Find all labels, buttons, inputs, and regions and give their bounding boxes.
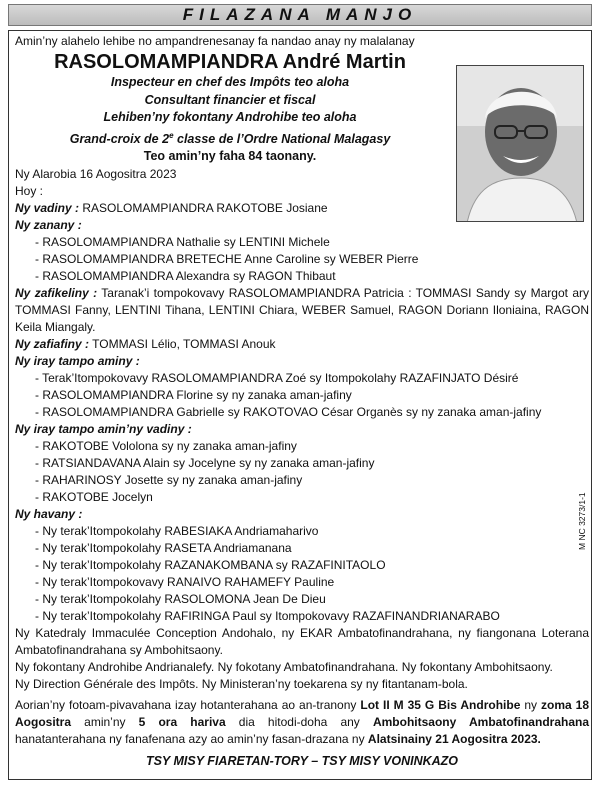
header-title: FILAZANA MANJO xyxy=(182,5,418,24)
title-line: Lehiben’ny fokontany Androhibe teo aloha xyxy=(103,110,357,124)
tampo-aminy-label: Ny iray tampo aminy : xyxy=(15,353,140,368)
footer-note: TSY MISY FIARETAN-TORY – TSY MISY VONINKAZO xyxy=(145,753,459,768)
list-item: - RASOLOMAMPIANDRA Gabrielle sy RAKOTOVAO César Organès sy ny zanaka aman-jafiny xyxy=(35,404,542,419)
age-line: Teo amin’ny faha 84 taonany. xyxy=(143,149,317,164)
deceased-given: André Martin xyxy=(282,51,406,73)
notice-body xyxy=(15,33,589,770)
list-item: - RASOLOMAMPIANDRA Florine sy ny zanaka aman-jafiny xyxy=(35,387,352,402)
zafiafiny-section: Ny zafiafiny : TOMMASI Lélio, TOMMASI Anouk xyxy=(15,336,276,351)
list-item: - Ny terak’Itompokolahy RAZANAKOMBANA sy RAZAFINITAOLO xyxy=(35,557,386,572)
list-item: - Ny terak’Itompokolahy RAFIRINGA Paul sy Itompokovavy RAZAFINANDRIANARABO xyxy=(35,608,500,623)
list-item: - RASOLOMAMPIANDRA Alexandra sy RAGON Thibaut xyxy=(35,268,336,283)
list-item: - Ny terak’Itompokovavy RANAIVO RAHAMEFY Pauline xyxy=(35,574,335,589)
list-item: - RASOLOMAMPIANDRA Nathalie sy LENTINI Michele xyxy=(35,234,330,249)
date-line: Ny Alarobia 16 Aogositra 2023 xyxy=(15,166,177,181)
list-item: - RASOLOMAMPIANDRA BRETECHE Anne Caroline sy WEBER Pierre xyxy=(35,251,419,266)
list-item: - Ny terak’Itompokolahy RABESIAKA Andriamaharivo xyxy=(35,523,319,538)
list-item: - Ny terak’Itompokolahy RASETA Andriamanana xyxy=(35,540,292,555)
funeral-paragraph: Aorian’ny fotoam-pivavahana izay hotanterahana ao an-tranony Lot II M 35 G Bis Androhibe ny zoma 18 Aogositra amin’ny 5 ora hariva dia hitodi-doha any Ambohitsaony Ambatofinandrahana hanatanterahana ny fanafenana azy ao amin’ny fasan-drazana ny Alatsinainy 21 Aogositra 2023. xyxy=(15,697,589,746)
reference-code: M NC 3273/1-1 xyxy=(577,492,587,550)
title-line: Inspecteur en chef des Impôts teo aloha xyxy=(110,75,350,89)
honor-line: Grand-croix de 2e classe de l’Ordre National Malagasy xyxy=(69,130,391,146)
list-item: - RATSIANDAVANA Alain sy Jocelyne sy ny zanaka aman-jafiny xyxy=(35,455,375,470)
list-item: - RAHARINOSY Josette sy ny zanaka aman-jafiny xyxy=(35,472,303,487)
list-item: - Ny terak’Itompokolahy RASOLOMONA Jean De Dieu xyxy=(35,591,326,606)
acknowledgement-paragraph: Ny Katedraly Immaculée Conception Andohalo, ny EKAR Ambatofinandrahana, ny fiangonana Loterana Ambatofinandrahana sy Ambohitsaony. xyxy=(15,625,589,657)
list-item: - RAKOTOBE Jocelyn xyxy=(35,489,153,504)
header-banner xyxy=(8,4,592,26)
tampo-vadiny-label: Ny iray tampo amin’ny vadiny : xyxy=(15,421,192,436)
zanany-label: Ny zanany : xyxy=(15,217,82,232)
title-line: Consultant financier et fiscal xyxy=(144,92,316,107)
acknowledgement-paragraph: Ny Direction Générale des Impôts. Ny Ministeran’ny toekarena sy ny fitantanam-bola. xyxy=(15,676,468,691)
acknowledgement-paragraph: Ny fokontany Androhibe Andrianalefy. Ny fokotany Ambatofinandrahana. Ny fokontany Ambohitsaony. xyxy=(15,659,553,674)
intro-line: Amin’ny alahelo lehibe no ampandrenesanay fa nandao anay ny malalanay xyxy=(15,34,415,48)
havany-label: Ny havany : xyxy=(15,506,83,521)
deceased-surname: RASOLOMAMPIANDRA xyxy=(54,51,278,73)
list-item: - Terak’Itompokovavy RASOLOMAMPIANDRA Zoé sy Itompokolahy RAZAFINJATO Désiré xyxy=(35,370,519,385)
deceased-name xyxy=(15,50,445,74)
vadiny-section: Ny vadiny : RASOLOMAMPIANDRA RAKOTOBE Josiane xyxy=(15,200,328,215)
list-item: - RAKOTOBE Vololona sy ny zanaka aman-jafiny xyxy=(35,438,297,453)
zafikeliny-section: Ny zafikeliny : Taranak’i tompokovavy RASOLOMAMPIANDRA Patricia : TOMMASI Sandy sy Margot ary TOMMASI Fanny, LENTINI Tihana, LENTINI Chiara, WEBER Samuel, RAGON Doriann Iloniaina, RAGON Keila Miangaly. xyxy=(15,285,589,334)
today-line: Hoy : xyxy=(15,183,44,198)
